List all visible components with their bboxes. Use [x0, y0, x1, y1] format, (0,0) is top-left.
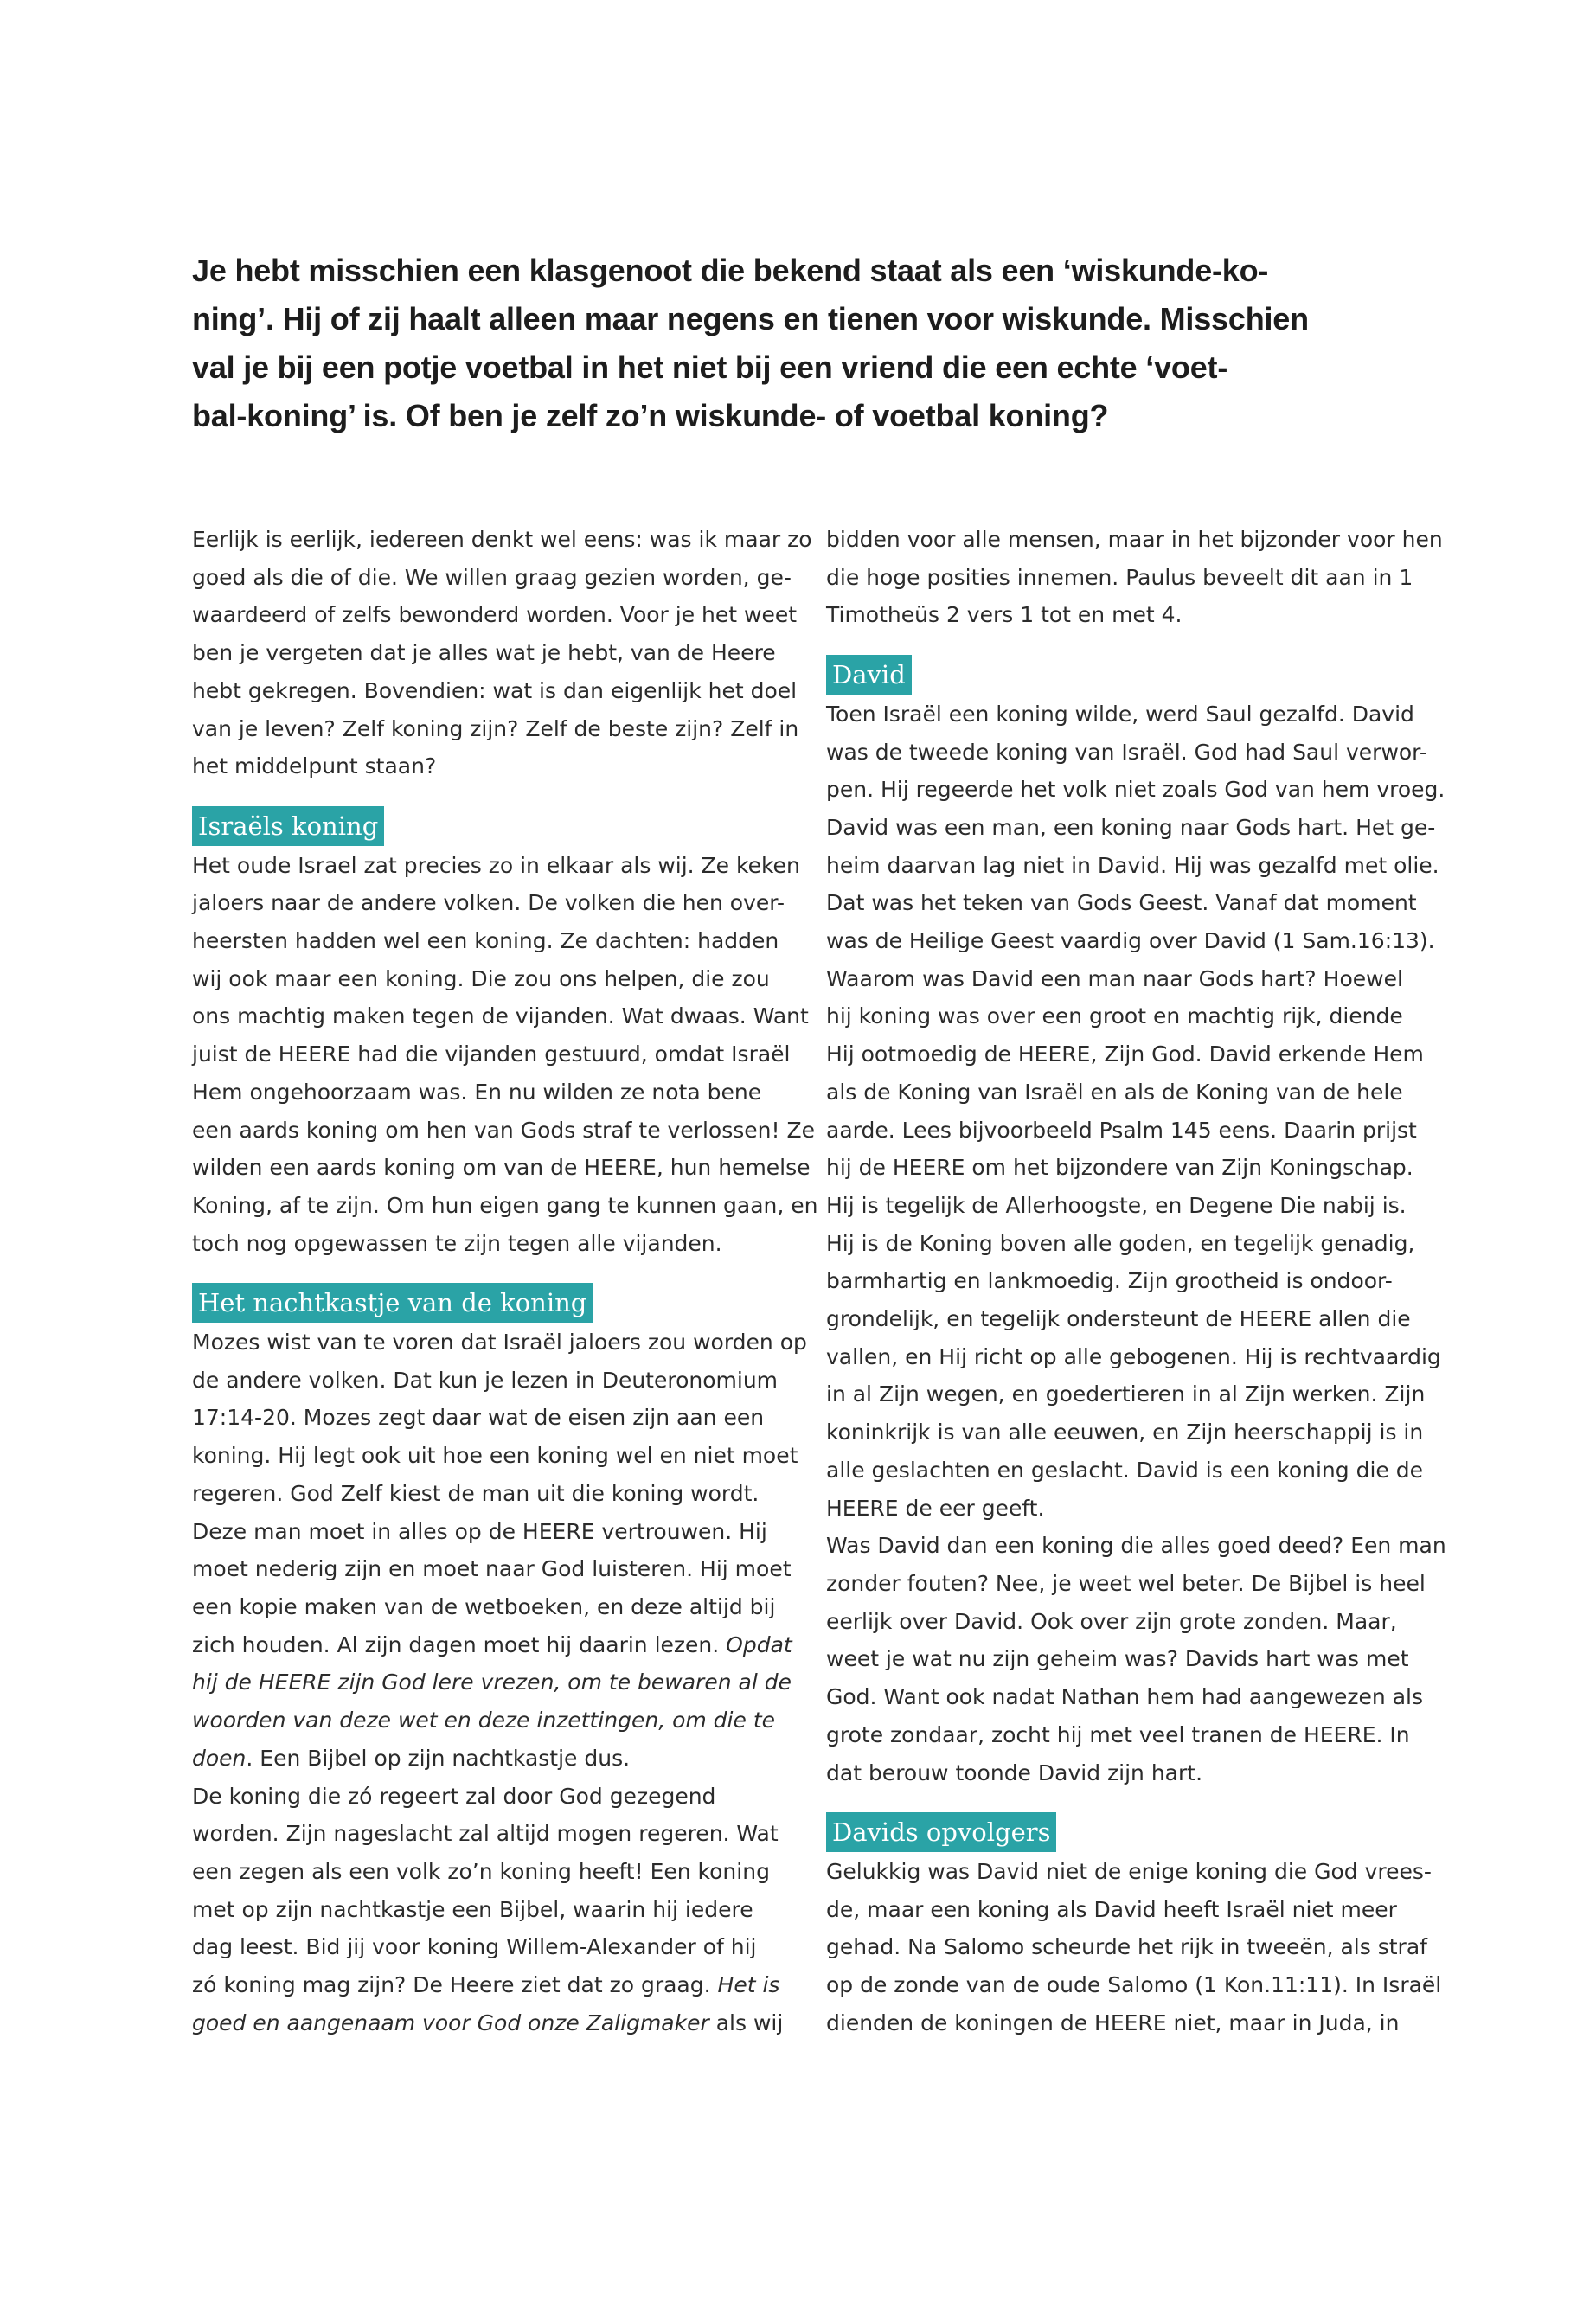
text-line: grote zondaar, zocht hij met veel tranen de HEERE. In [826, 1721, 1410, 1747]
intro-line: bal-koning’ is. Of ben je zelf zo’n wiskunde- of voetbal koning? [192, 398, 1109, 433]
text-line: wij ook maar een koning. Die zou ons helpen, die zou [192, 965, 770, 991]
text-line: Gelukkig was David niet de enige koning die God vrees- [826, 1858, 1432, 1884]
section-heading-david: David [826, 655, 912, 695]
text-line [192, 2004, 789, 2042]
text-line: gehad. Na Salomo scheurde het rijk in tweeën, als straf [826, 1934, 1427, 1960]
text-line: de andere volken. Dat kun je lezen in Deuteronomium [192, 1367, 779, 1393]
text-line: dienden de koningen de HEERE niet, maar in Juda, in [826, 2009, 1400, 2035]
text-line: Deze man moet in alles op de HEERE vertrouwen. Hij [192, 1518, 767, 1544]
text-line: Was David dan een koning die alles goed deed? Een man [826, 1533, 1446, 1559]
text-line: regeren. God Zelf kiest de man uit die koning wordt. [192, 1480, 760, 1506]
text-run: zich houden. Al zijn dagen moet hij daarin lezen. [192, 1631, 727, 1657]
italic-quote: hij de HEERE zijn God lere vrezen, om te bewaren al de [192, 1670, 792, 1695]
text-line: de, maar een koning als David heeft Israël niet meer [826, 1896, 1397, 1922]
text-line: alle geslachten en geslacht. David is een koning die de [826, 1457, 1423, 1483]
intro-line: Je hebt misschien een klasgenoot die bekend staat als een ‘wiskunde-ko- [192, 253, 1269, 288]
section-heading-nachtkastje: Het nachtkastje van de koning [192, 1283, 593, 1323]
text-line: dat berouw toonde David zijn hart. [826, 1759, 1203, 1785]
text-line: heersten hadden wel een koning. Ze dachten: hadden [192, 928, 779, 954]
text-line: een zegen als een volk zo’n koning heeft! Een koning [192, 1858, 770, 1884]
text-line: wilden een aards koning om van de HEERE, hun hemelse [192, 1155, 811, 1181]
left-column [192, 521, 818, 2041]
text-line [192, 1663, 792, 1702]
text-line: het middelpunt staan? [192, 753, 437, 779]
text-line: als de Koning van Israël en als de Koning van de hele [826, 1079, 1403, 1105]
text-line: koninkrijk is van alle eeuwen, en Zijn heerschappij is in [826, 1420, 1424, 1445]
text-line: Hem ongehoorzaam was. En nu wilden ze nota bene [192, 1079, 762, 1105]
text-line: jaloers naar de andere volken. De volken die hen over- [192, 890, 785, 916]
left-paragraph-3 [192, 1324, 807, 1777]
intro-line: val je bij een potje voetbal in het niet bij een vriend die een echte ‘voet- [192, 349, 1228, 385]
text-line: in al Zijn wegen, en goedertieren in al Zijn werken. Zijn [826, 1381, 1426, 1407]
text-line: een aards koning om hen van Gods straf te verlossen! Ze [192, 1117, 815, 1143]
text-line: Koning, af te zijn. Om hun eigen gang te kunnen gaan, en [192, 1192, 818, 1218]
text-line: Hij ootmoedig de HEERE, Zijn God. David erkende Hem [826, 1042, 1424, 1067]
intro-line: ning’. Hij of zij haalt alleen maar negens en tienen voor wiskunde. Misschien [192, 301, 1309, 336]
text-line: vallen, en Hij richt op alle gebogenen. Hij is rechtvaardig [826, 1343, 1441, 1369]
text-line: die hoge posities innemen. Paulus beveelt dit aan in 1 [826, 564, 1413, 590]
text-line: Toen Israël een koning wilde, werd Saul gezalfd. David [826, 701, 1414, 727]
text-line: grondelijk, en tegelijk ondersteunt de HEERE allen die [826, 1306, 1411, 1332]
text-line: Timotheüs 2 vers 1 tot en met 4. [826, 602, 1183, 628]
text-line: David was een man, een koning naar Gods hart. Het ge- [826, 814, 1436, 840]
text-line: aarde. Lees bijvoorbeeld Psalm 145 eens. Daarin prijst [826, 1117, 1417, 1143]
right-paragraph-3 [826, 1853, 1442, 2042]
text-line: Eerlijk is eerlijk, iedereen denkt wel eens: was ik maar zo [192, 527, 812, 552]
text-line: zonder fouten? Nee, je weet wel beter. De Bijbel is heel [826, 1570, 1426, 1596]
text-line: hebt gekregen. Bovendien: wat is dan eigenlijk het doel [192, 677, 798, 703]
text-line: God. Want ook nadat Nathan hem had aangewezen als [826, 1684, 1424, 1710]
left-paragraph-1 [192, 521, 812, 785]
text-line: De koning die zó regeert zal door God gezegend [192, 1783, 716, 1809]
text-line: Hij is de Koning boven alle goden, en tegelijk genadig, [826, 1230, 1415, 1256]
italic-quote: doen [192, 1745, 247, 1771]
text-line [192, 1740, 789, 1778]
text-line: hij de HEERE om het bijzondere van Zijn Koningschap. [826, 1155, 1413, 1181]
text-line: dag leest. Bid jij voor koning Willem-Alexander of hij [192, 1934, 757, 1960]
left-paragraph-2 [192, 847, 818, 1263]
text-line: Waarom was David een man naar Gods hart? Hoewel [826, 965, 1403, 991]
text-line: eerlijk over David. Ook over zijn grote zonden. Maar, [826, 1608, 1397, 1634]
text-line [192, 1626, 792, 1664]
text-line: pen. Hij regeerde het volk niet zoals God van hem vroeg. [826, 777, 1445, 803]
italic-quote: Het is [717, 1972, 780, 1998]
text-line: goed als die of die. We willen graag gezien worden, ge- [192, 564, 792, 590]
text-run: zó koning mag zijn? De Heere ziet dat zo graag. [192, 1972, 718, 1998]
text-run: . Een Bijbel op zijn nachtkastje dus. [246, 1745, 631, 1771]
text-line: met op zijn nachtkastje een Bijbel, waarin hij iedere [192, 1896, 753, 1922]
text-line: koning. Hij legt ook uit hoe een koning wel en niet moet [192, 1443, 798, 1469]
text-line: ons machtig maken tegen de vijanden. Wat dwaas. Want [192, 1003, 809, 1029]
text-line: waardeerd of zelfs bewonderd worden. Voor je het weet [192, 602, 798, 628]
italic-quote: woorden van deze wet en deze inzettingen, om die te [192, 1708, 776, 1734]
right-column [826, 521, 1446, 2041]
right-paragraph-2 [826, 695, 1446, 1791]
text-line: barmhartig en lankmoedig. Zijn grootheid is ondoor- [826, 1268, 1393, 1294]
text-line: van je leven? Zelf koning zijn? Zelf de beste zijn? Zelf in [192, 715, 799, 741]
right-paragraph-1 [826, 521, 1443, 634]
text-line: weet je wat nu zijn geheim was? Davids hart was met [826, 1646, 1409, 1672]
text-line: ben je vergeten dat je alles wat je hebt, van de Heere [192, 640, 776, 666]
text-line: toch nog opgewassen te zijn tegen alle vijanden. [192, 1230, 722, 1256]
text-line [192, 1966, 789, 2004]
section-heading-davids-opvolgers: Davids opvolgers [826, 1812, 1056, 1852]
italic-quote: goed en aangenaam voor God onze Zaligmaker [192, 2009, 709, 2035]
section-heading-israels-koning: Israëls koning [192, 806, 384, 846]
italic-quote: Opdat [726, 1631, 792, 1657]
text-line: bidden voor alle mensen, maar in het bijzonder voor hen [826, 527, 1443, 552]
text-line: heim daarvan lag niet in David. Hij was gezalfd met olie. [826, 852, 1439, 878]
text-line: een kopie maken van de wetboeken, en deze altijd bij [192, 1593, 776, 1619]
text-line: worden. Zijn nageslacht zal altijd mogen regeren. Wat [192, 1821, 779, 1847]
text-line: 17:14-20. Mozes zegt daar wat de eisen zijn aan een [192, 1405, 765, 1431]
text-line: was de Heilige Geest vaardig over David (1 Sam.16:13). [826, 928, 1435, 954]
text-line: Het oude Israel zat precies zo in elkaar als wij. Ze keken [192, 852, 800, 878]
text-line: was de tweede koning van Israël. God had Saul verwor- [826, 739, 1427, 765]
text-line: hij koning was over een groot en machtig rijk, diende [826, 1003, 1403, 1029]
text-line: Mozes wist van te voren dat Israël jaloers zou worden op [192, 1330, 807, 1356]
left-paragraph-4 [192, 1778, 789, 2042]
text-line: op de zonde van de oude Salomo (1 Kon.11:11). In Israël [826, 1972, 1442, 1998]
text-line: HEERE de eer geeft. [826, 1495, 1045, 1521]
intro-paragraph [192, 247, 1309, 440]
text-line [192, 1702, 789, 1740]
text-line: Hij is tegelijk de Allerhoogste, en Degene Die nabij is. [826, 1192, 1407, 1218]
text-run: als wij [708, 2009, 784, 2035]
text-line: juist de HEERE had die vijanden gestuurd, omdat Israël [192, 1042, 791, 1067]
text-line: moet nederig zijn en moet naar God luisteren. Hij moet [192, 1556, 792, 1582]
text-line: Dat was het teken van Gods Geest. Vanaf dat moment [826, 890, 1417, 916]
